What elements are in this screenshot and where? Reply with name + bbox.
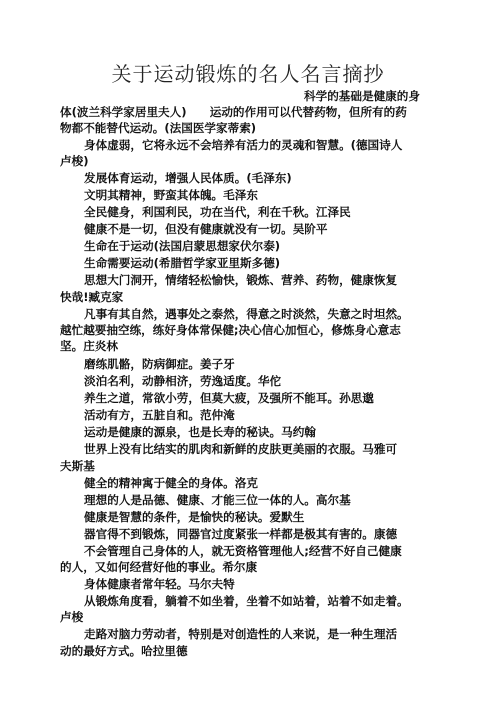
text-line: 卢梭) — [60, 154, 89, 168]
text-line: 淡泊名利，动静相济，劳逸适度。华佗 — [84, 374, 282, 388]
text-line: 磨练肌骼，防病御症。姜子牙 — [84, 357, 235, 371]
text-line: 夫斯基 — [60, 459, 95, 473]
text-line: 健全的精神寓于健全的身体。洛克 — [84, 476, 258, 490]
text-line: 走路对脑力劳动者，特别是对创造性的人来说，是一种生理活 — [84, 627, 398, 641]
text-line: 身体健康者常年轻。马尔夫特 — [84, 577, 235, 591]
text-line: 不会管理自己身体的人，就无资格管理他人;经营不好自己健康 — [84, 544, 402, 558]
text-line: 生命在于运动(法国启蒙思想家伏尔泰) — [84, 239, 281, 253]
text-line: 动的最好方式。哈拉里德 — [60, 644, 188, 658]
text-line: 器官得不到锻炼，同器官过度紧张一样都是极其有害的。康德 — [84, 527, 398, 541]
text-line: 坚。庄炎林 — [60, 339, 118, 353]
text-line: 思想大门洞开，情绪轻松愉快，锻炼、营养、药物，健康恢复 — [84, 273, 398, 287]
text-line: 越忙越要抽空练，练好身体常保健;决心信心加恒心，修炼身心意志 — [60, 323, 401, 337]
text-line: 的人，又如何经营好他的事业。希尔康 — [60, 560, 258, 574]
text-line: 文明其精神，野蛮其体魄。毛泽东 — [84, 188, 258, 202]
text-line: 运动是健康的源泉，也是长寿的秘诀。马约翰 — [84, 425, 316, 439]
text-line: 快哉!臧克家 — [60, 290, 124, 304]
text-line: 发展体育运动，增强人民体质。(毛泽东) — [84, 171, 292, 185]
text-line: 全民健身，利国利民，功在当代，利在千秋。江泽民 — [84, 205, 351, 219]
text-line: 健康是智慧的条件，是愉快的秘诀。爱默生 — [84, 510, 305, 524]
text-line: 物都不能替代运动。(法国医学家蒂索) — [60, 121, 257, 135]
text-line: 卢梭 — [60, 610, 84, 624]
text-line: 健康不是一切，但没有健康就没有一切。吴阶平 — [84, 222, 328, 236]
text-line: 理想的人是品德、健康、才能三位一体的人。高尔基 — [84, 493, 351, 507]
text-line: 科学的基础是健康的身 — [304, 89, 420, 103]
text-line: 生命需要运动(希腊哲学家亚里斯多德) — [84, 256, 281, 270]
text-line: 身体虚弱，它将永远不会培养有活力的灵魂和智慧。(德国诗人 — [84, 138, 403, 152]
text-line: 体(波兰科学家居里夫人) 运动的作用可以代替药物，但所有的药 — [60, 105, 407, 119]
text-line: 养生之道，常欲小劳，但莫大疲，及强所不能耳。孙思邈 — [84, 391, 374, 405]
text-line: 凡事有其自然，遇事处之泰然，得意之时淡然，失意之时坦然。 — [84, 307, 409, 321]
text-line: 从锻炼角度看，躺着不如坐着，坐着不如站着，站着不如走着。 — [84, 594, 409, 608]
text-line: 世界上没有比结实的肌肉和新鲜的皮肤更美丽的衣服。马雅可 — [84, 442, 398, 456]
text-line: 活动有方，五脏自和。范仲淹 — [84, 408, 235, 422]
document-title: 关于运动锻炼的名人名言摘抄 — [111, 62, 385, 86]
